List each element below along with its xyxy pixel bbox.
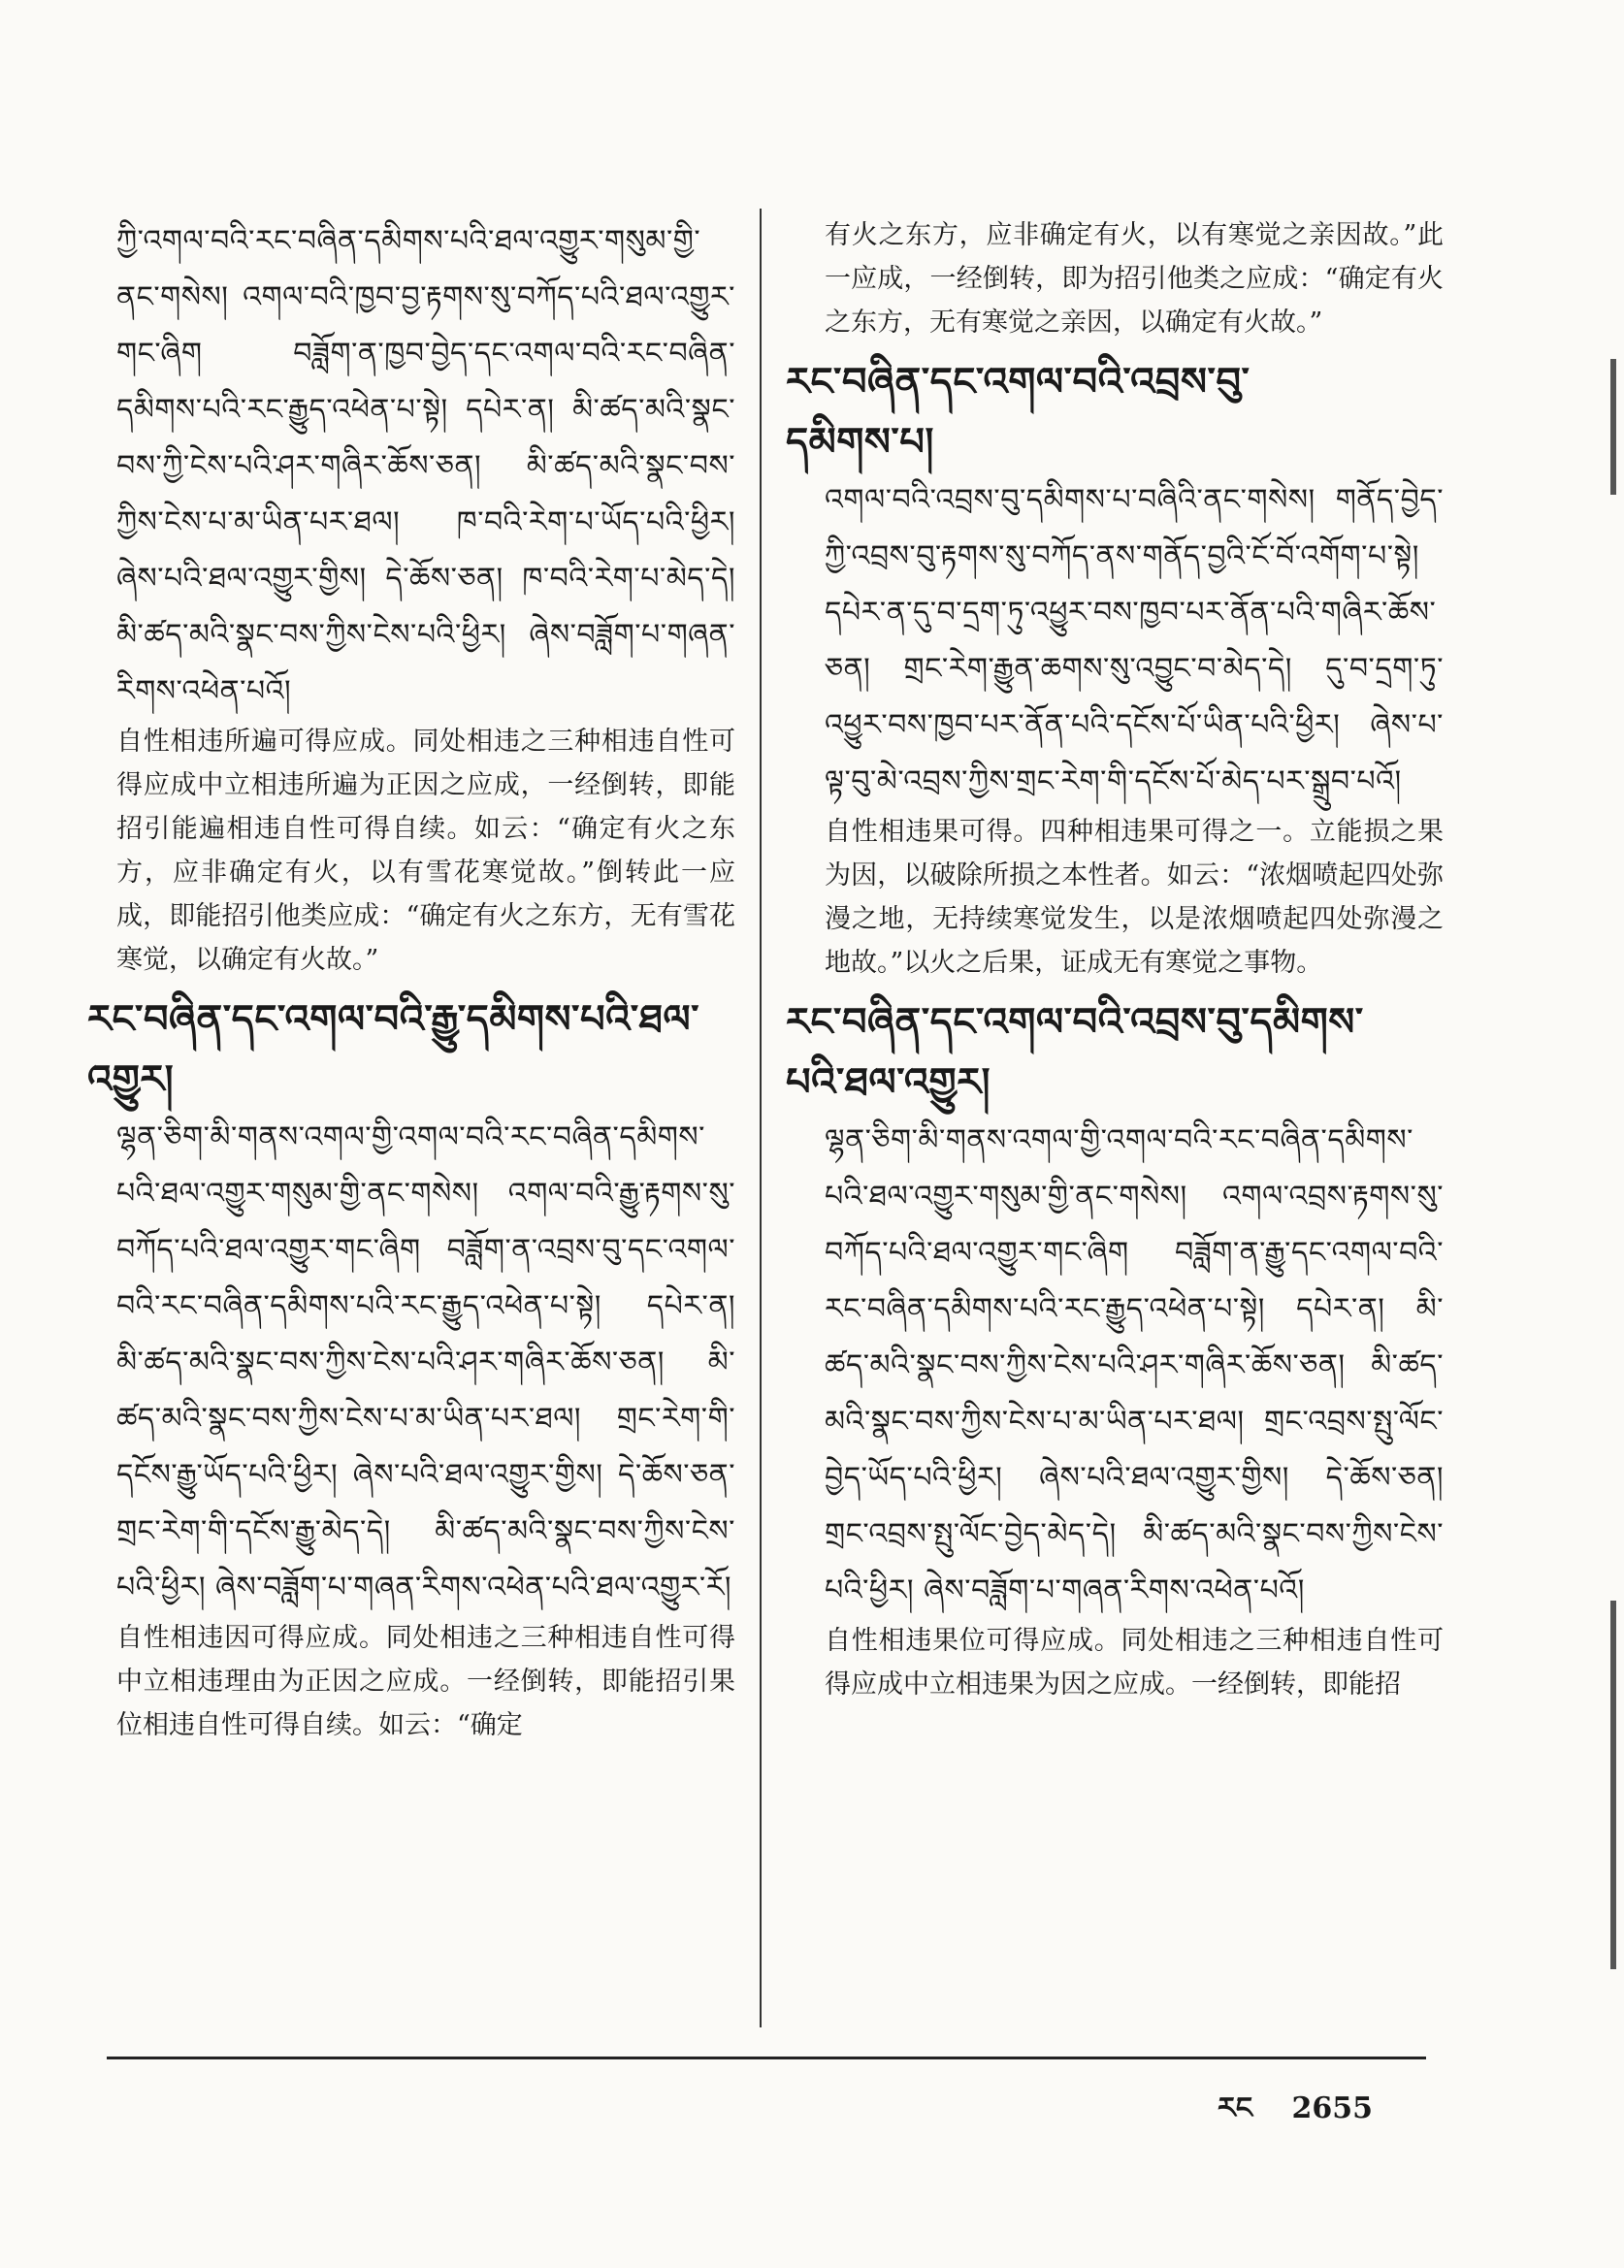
margin-mark [1610, 359, 1616, 495]
footer-tibetan-letter: རང [1218, 2091, 1252, 2125]
right-column [786, 213, 1444, 1706]
page-number: 2655 [1291, 2091, 1373, 2125]
right-heading-2-line1: རང་བཞིན་དང་འགལ་བའི་འབྲས་བུ་དམིགས་ [786, 999, 1364, 1045]
right-section-heading-2 [786, 992, 1444, 1113]
left-section-heading: རང་བཞིན་དང་འགལ་བའི་རྒྱུ་དམིགས་པའི་ཐལ་འགྱུར། [87, 996, 699, 1102]
right-body1-chinese: 自性相违果可得。四种相违果可得之一。立能损之果为因，以破除所损之本性者。如云：“浓烟喷起四处弥漫之地，无持续寒觉发生，以是浓烟喷起四处弥漫之地故。”以火之后果，证成无有寒觉之事物。 [825, 817, 1444, 978]
right-heading-1-line1: རང་བཞིན་དང་འགལ་བའི་འབྲས་བུ་ [786, 359, 1250, 405]
left-column [87, 213, 735, 1747]
left-intro-chinese: 自性相违所遍可得应成。同处相违之三种相违自性可得应成中立相违所遍为正因之应成，一经倒转，即能招引能遍相违自性可得自续。如云：“确定有火之东方，应非确定有火，以有雪花寒觉故。”倒转此一应成，即能招引他类应成：“确定有火之东方，无有雪花寒觉，以确定有火故。” [116, 727, 735, 975]
left-body-tibetan: ལྷན་ཅིག་མི་གནས་འགལ་གྱི་འགལ་བའི་རང་བཞིན་དམིགས་པའི་ཐལ་འགྱུར་གསུམ་གྱི་ནང་གསེས། འགལ་བའི་རྒྱུ་རྟགས་སུ་བཀོད་པའི་ཐལ་འགྱུར་གང་ཞིག བཟློག་ན་འབྲས་བུ་དང་འགལ་བའི་རང་བཞིན་དམིགས་པའི་རང་རྒྱུད་འཕེན་པ་སྟེ། དཔེར་ན། མི་ཚད་མའི་སྣང་བས་ཀྱིས་ངེས་པའི་ཤར་གཞིར་ཆོས་ཅན། མི་ཚད་མའི་སྣང་བས་ཀྱིས་ངེས་པ་མ་ཡིན་པར་ཐལ། གྲང་རེག་གི་དངོས་རྒྱུ་ཡོད་པའི་ཕྱིར། ཞེས་པའི་ཐལ་འགྱུར་གྱིས། དེ་ཆོས་ཅན་གྲང་རེག་གི་དངོས་རྒྱུ་མེད་དེ། མི་ཚད་མའི་སྣང་བས་ཀྱིས་ངེས་པའི་ཕྱིར། ཞེས་བཟློག་པ་གཞན་རིགས་འཕེན་པའི་ཐལ་འགྱུར་རོ། [116, 1120, 735, 1604]
left-intro-tibetan: ཀྱི་འགལ་བའི་རང་བཞིན་དམིགས་པའི་ཐལ་འགྱུར་གསུམ་གྱི་ནང་གསེས། འགལ་བའི་ཁྱབ་བྱ་རྟགས་སུ་བཀོད་པའི་ཐལ་འགྱུར་གང་ཞིག བཟློག་ན་ཁྱབ་བྱེད་དང་འགལ་བའི་རང་བཞིན་དམིགས་པའི་རང་རྒྱུད་འཕེན་པ་སྟེ། དཔེར་ན། མི་ཚད་མའི་སྣང་བས་ཀྱི་ངེས་པའི་ཤར་གཞིར་ཆོས་ཅན། མི་ཚད་མའི་སྣང་བས་ཀྱིས་ངེས་པ་མ་ཡིན་པར་ཐལ། ཁ་བའི་རེག་པ་ཡོད་པའི་ཕྱིར། ཞེས་པའི་ཐལ་འགྱུར་གྱིས། དེ་ཆོས་ཅན། ཁ་བའི་རེག་པ་མེད་དེ། མི་ཚད་མའི་སྣང་བས་ཀྱིས་ངེས་པའི་ཕྱིར། ཞེས་བཟློག་པ་གཞན་རིགས་འཕེན་པའོ། [116, 224, 735, 708]
margin-mark [1610, 1601, 1616, 1969]
column-divider [760, 209, 762, 2027]
right-body1-tibetan: འགལ་བའི་འབྲས་བུ་དམིགས་པ་བཞིའི་ནང་གསེས། གནོད་བྱེད་ཀྱི་འབྲས་བུ་རྟགས་སུ་བཀོད་ནས་གནོད་བྱའི་ངོ་བོ་འགོག་པ་སྟེ། དཔེར་ན་དུ་བ་དྲག་ཏུ་འཕྱུར་བས་ཁྱབ་པར་ནོན་པའི་གཞིར་ཆོས་ཅན། གྲང་རེག་རྒྱུན་ཆགས་སུ་འབྱུང་བ་མེད་དེ། དུ་བ་དྲག་ཏུ་འཕྱུར་བས་ཁྱབ་པར་ནོན་པའི་དངོས་པོ་ཡིན་པའི་ཕྱིར། ཞེས་པ་ལྟ་བུ་མེ་འབྲས་ཀྱིས་གྲང་རེག་གི་དངོས་པོ་མེད་པར་སྒྲུབ་པའོ། [825, 483, 1444, 798]
right-section-heading-1 [786, 352, 1444, 472]
page-footer [1218, 2076, 1402, 2157]
right-body2-tibetan: ལྷན་ཅིག་མི་གནས་འགལ་གྱི་འགལ་བའི་རང་བཞིན་དམིགས་པའི་ཐལ་འགྱུར་གསུམ་གྱི་ནང་གསེས། འགལ་འབྲས་རྟགས་སུ་བཀོད་པའི་ཐལ་འགྱུར་གང་ཞིག བཟློག་ན་རྒྱུ་དང་འགལ་བའི་རང་བཞིན་དམིགས་པའི་རང་རྒྱུད་འཕེན་པ་སྟེ། དཔེར་ན། མི་ཚད་མའི་སྣང་བས་ཀྱིས་ངེས་པའི་ཤར་གཞིར་ཆོས་ཅན། མི་ཚད་མའི་སྣང་བས་ཀྱིས་ངེས་པ་མ་ཡིན་པར་ཐལ། གྲང་འབྲས་སྤུ་ལོང་བྱེད་ཡོད་པའི་ཕྱིར། ཞེས་པའི་ཐལ་འགྱུར་གྱིས། དེ་ཆོས་ཅན། གྲང་འབྲས་སྤུ་ལོང་བྱེད་མེད་དེ། མི་ཚད་མའི་སྣང་བས་ཀྱིས་ངེས་པའི་ཕྱིར། ཞེས་བཟློག་པ་གཞན་རིགས་འཕེན་པའོ། [825, 1123, 1444, 1607]
right-heading-2-line2: པའི་ཐལ་འགྱུར། [786, 1059, 991, 1105]
right-intro-chinese: 有火之东方，应非确定有火，以有寒觉之亲因故。”此一应成，一经倒转，即为招引他类之应成：“确定有火之东方，无有寒觉之亲因，以确定有火故。” [825, 220, 1444, 338]
right-body2-chinese: 自性相违果位可得应成。同处相违之三种相违自性可得应成中立相违果为因之应成。一经倒转，即能招 [825, 1626, 1444, 1700]
footer-rule [107, 2057, 1426, 2059]
right-heading-1-line2: དམིགས་པ། [786, 419, 934, 465]
left-body-chinese: 自性相违因可得应成。同处相违之三种相违自性可得中立相违理由为正因之应成。一经倒转，即能招引果位相违自性可得自续。如云：“确定 [116, 1623, 735, 1740]
